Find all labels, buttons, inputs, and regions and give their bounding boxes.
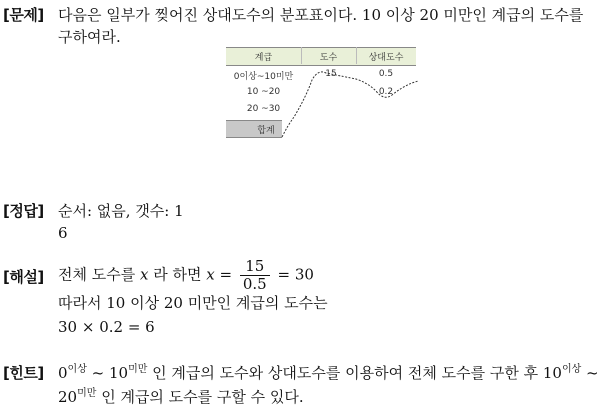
fraction-numerator: 15: [240, 258, 270, 276]
hint-line2: [58, 386, 304, 407]
equation-rhs: = 30: [277, 265, 314, 284]
explanation-line1: [58, 258, 314, 293]
hint-text: ~ 10: [86, 364, 129, 382]
table-total-label: 합계: [257, 126, 275, 136]
hint-text: 인 계급의 도수와 상대도수를 이용하여 전체 도수를 구한 후 10: [147, 364, 562, 382]
hint-label: [힌트]: [3, 364, 44, 382]
answer-text-line2: 6: [58, 224, 68, 242]
problem-text-line2: 구하여라.: [58, 28, 121, 46]
answer-label: [정답]: [3, 202, 44, 220]
table-row-class: 0이상~10미만: [233, 72, 294, 82]
table-row-frequency: 15: [325, 69, 337, 79]
hint-text: 20: [58, 388, 78, 406]
explanation-line2: 따라서 10 이상 20 미만인 계급의 도수는: [58, 294, 328, 312]
problem-label: [문제]: [3, 6, 44, 24]
problem-text-line1: 다음은 일부가 찢어진 상대도수의 분포표이다. 10 이상 20 미만인 계급의 도수를: [58, 6, 584, 24]
hint-sup: 이상: [561, 364, 582, 375]
table-header-frequency: 도수: [319, 53, 338, 63]
equation-lhs: x =: [206, 265, 233, 284]
variable-x: x: [140, 265, 149, 284]
table-header-relative-frequency: 상대도수: [368, 53, 404, 63]
table-header-class: 계급: [254, 53, 273, 63]
torn-edge-line: [226, 47, 418, 139]
hint-sup: 미만: [128, 364, 148, 375]
hint-text: 0: [58, 364, 68, 382]
explanation-line3: 30 × 0.2 = 6: [58, 318, 155, 336]
hint-text: 인 계급의 도수를 구할 수 있다.: [96, 388, 304, 406]
hint-sup: 미만: [77, 388, 97, 399]
torn-frequency-table: [226, 47, 418, 139]
hint-sup: 이상: [67, 364, 87, 375]
hint-text: ~: [581, 364, 599, 382]
fraction: [240, 258, 270, 293]
table-row-class: 20 ~30: [246, 104, 281, 114]
table-row-class: 10 ~20: [246, 87, 281, 97]
table-row-relative: 0.2: [378, 87, 394, 97]
hint-line1: [58, 362, 599, 383]
explanation-text: 전체 도수를: [58, 265, 136, 284]
explanation-text: 라 하면: [153, 265, 202, 284]
table-row-relative: 0.5: [378, 69, 394, 79]
fraction-denominator: 0.5: [242, 275, 267, 293]
explanation-label: [해설]: [3, 268, 44, 286]
answer-text-line1: 순서: 없음, 갯수: 1: [58, 202, 184, 220]
